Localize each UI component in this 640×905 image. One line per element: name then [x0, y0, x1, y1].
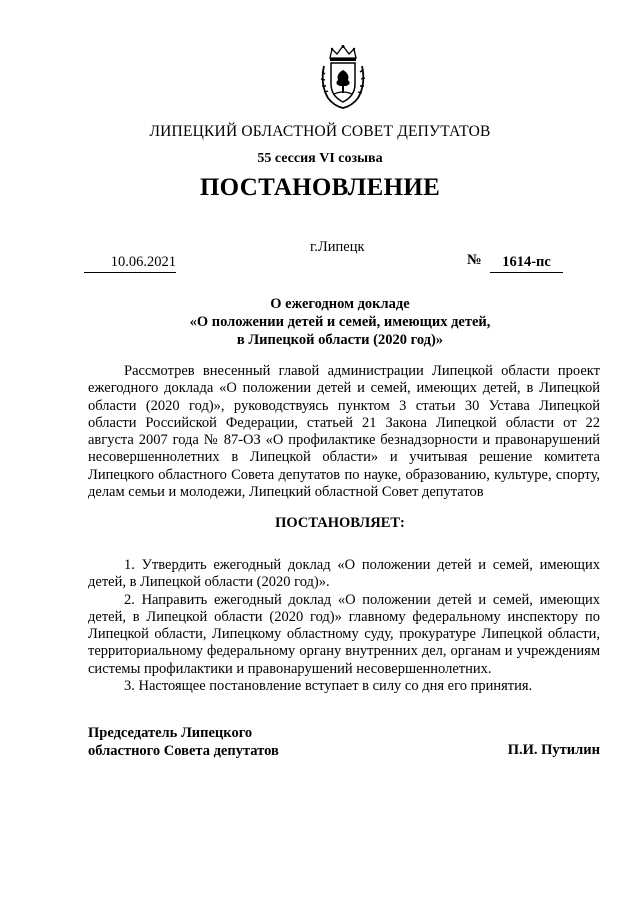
- subject-line: «О положении детей и семей, имеющих детей,: [189, 314, 491, 330]
- subject-line: в Липецкой области (2020 год)»: [236, 332, 444, 348]
- document-subject: [0, 295, 640, 349]
- signatory-name: П.И. Путилин: [507, 742, 600, 758]
- subject-line: О ежегодном докладе: [270, 296, 410, 312]
- signatory-title-line: Председатель Липецкого: [88, 725, 253, 741]
- resolves-heading: ПОСТАНОВЛЯЕТ:: [275, 515, 405, 531]
- resolution-items: [88, 557, 600, 695]
- preamble-text: Рассмотрев внесенный главой администрации Липецкой области проект ежегодного доклада «О положении детей и семей, имеющих детей, в Липецкой области (2020 год)», руководствуясь пунктом 3 статьи 30 Устава Липецкой области Российской Федерации, статьей 21 Закона Липецкой области от 22 августа 2007 года № 87-ОЗ «О профилактике безнадзорности и правонарушений несовершеннолетних в Липецкой области» и учитывая решение комитета Липецкого областного Совета депутатов по науке, образованию, культуре, спорту, делам семьи и молодежи, Липецкий областной Совет депутатов: [88, 363, 600, 501]
- signatory-title: [88, 724, 279, 760]
- resolution-item: 2. Направить ежегодный доклад «О положении детей и семей, имеющих детей, в Липецкой области (2020 год)» главному федеральному инспектору по Липецкой области, Липецкому областному суду, прокуратуре Липецкой области, территориальному федеральному органу внутренних дел, органам и учреждениям системы профилактики и правонарушений несовершеннолетних.: [88, 591, 600, 677]
- document-type: ПОСТАНОВЛЕНИЕ: [199, 174, 441, 201]
- document-number: 1614-пс: [490, 254, 563, 273]
- session-line: 55 сессия VI созыва: [257, 151, 383, 166]
- coat-of-arms-icon: [318, 44, 368, 110]
- city: г.Липецк: [310, 239, 365, 255]
- resolution-item: 1. Утвердить ежегодный доклад «О положении детей и семей, имеющих детей, в Липецкой области (2020 год)».: [88, 557, 600, 591]
- council-name: ЛИПЕЦКИЙ ОБЛАСТНОЙ СОВЕТ ДЕПУТАТОВ: [149, 123, 491, 140]
- document-date: 10.06.2021: [84, 254, 176, 273]
- resolution-item: 3. Настоящее постановление вступает в силу со дня его принятия.: [124, 678, 533, 695]
- number-sign: №: [467, 252, 482, 268]
- preamble: [88, 363, 600, 501]
- signatory-title-line: областного Совета депутатов: [88, 743, 279, 759]
